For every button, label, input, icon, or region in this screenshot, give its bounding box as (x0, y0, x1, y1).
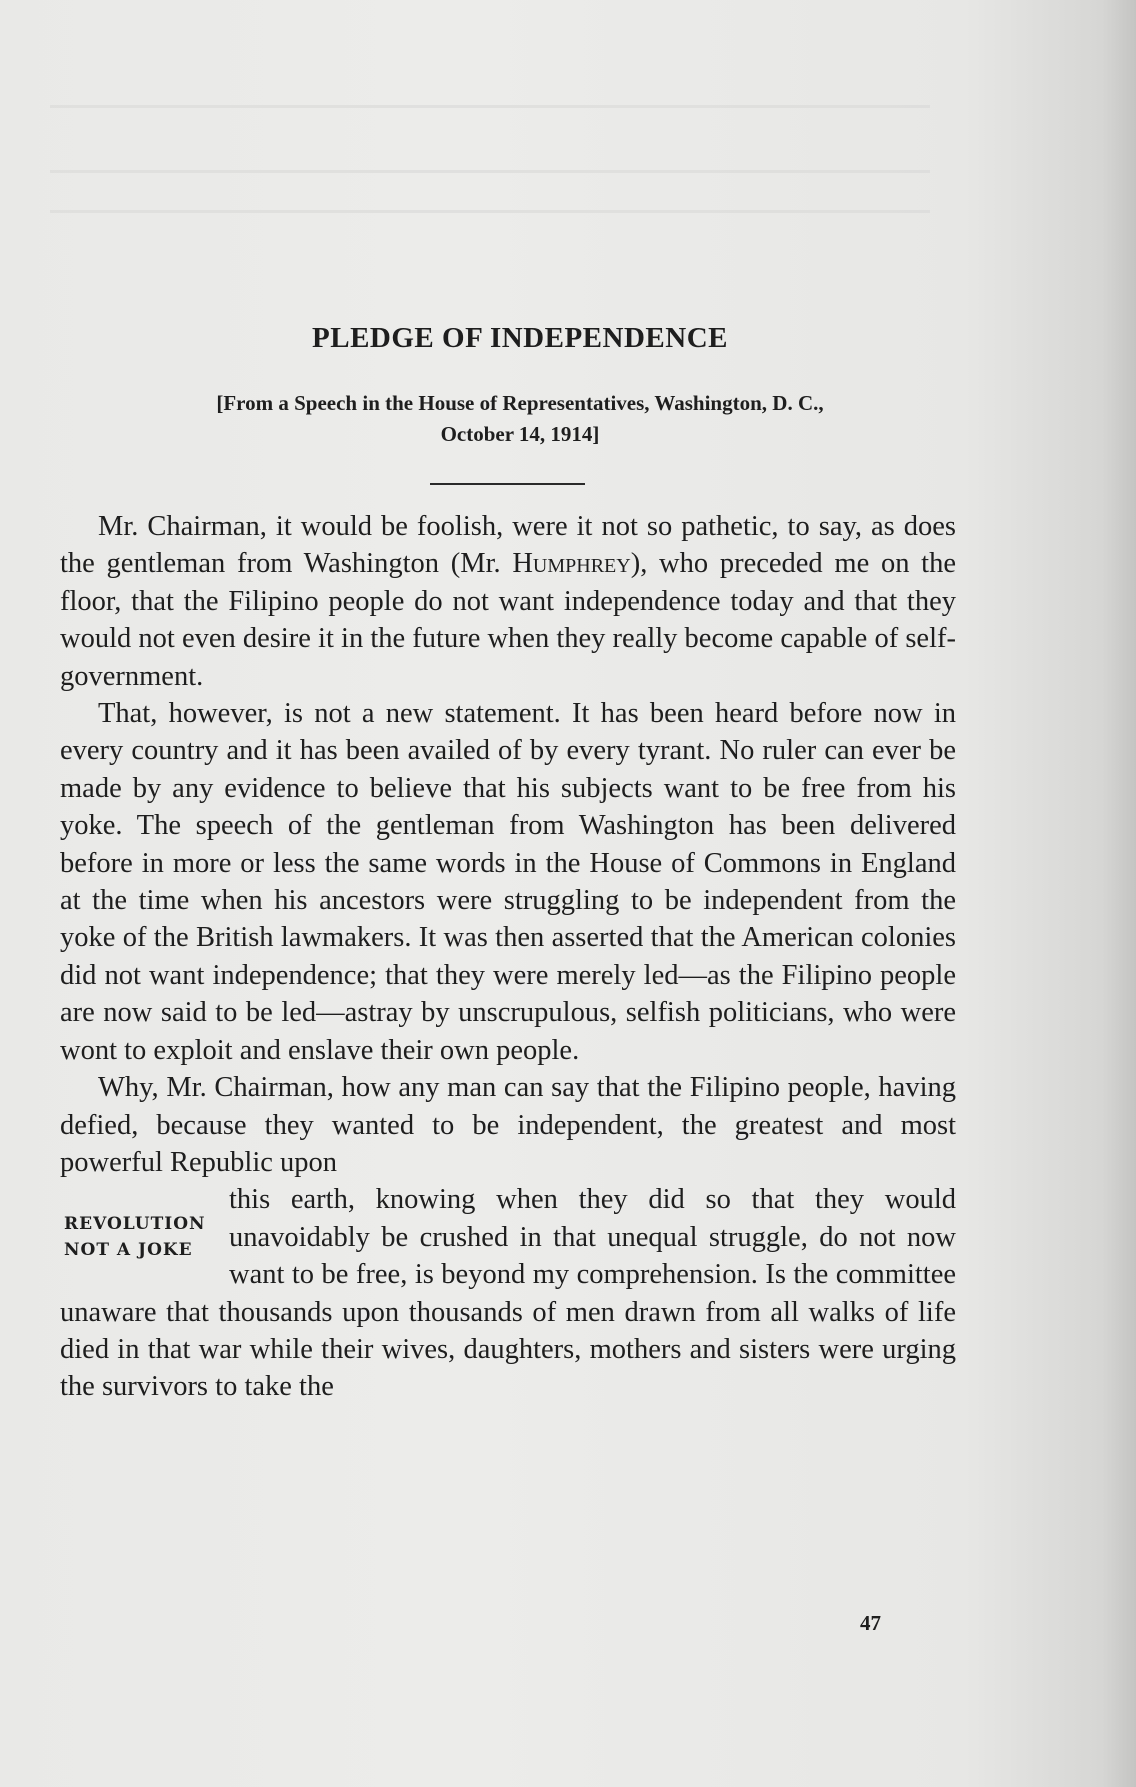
source-note-date: October 14, 1914] (440, 422, 600, 446)
paragraph: Mr. Chairman, it would be foolish, were it not so pathetic, to say, as does the gentleman from Washington (Mr. Humphrey), who preceded me on the floor, that the Filipino people do not want independence today and that they would not even desire it in the future when they really become capable of self-government. (60, 511, 956, 692)
representative-name: Humphrey (512, 548, 631, 580)
source-note-line: [From a Speech in the House of Representatives, Washington, D. C., (216, 391, 824, 415)
body-text (60, 508, 956, 1406)
bleed-through-line (50, 210, 930, 213)
margin-note (22, 1181, 227, 1293)
page-title: PLEDGE OF INDEPENDENCE (312, 322, 728, 354)
paragraph: That, however, is not a new statement. It has been heard before now in every country and it has been availed of by every tyrant. No ruler can ever be made by any evidence to believe that his subjects want to be free from his yoke. The speech of the gentleman from Washington has been delivered before in more or less the same words in the House of Commons in England at the time when his ancestors were struggling to be independent from the yoke of the British lawmakers. It was then asserted that the American colonies did not want independence; that they were merely led—as the Filipino people are now said to be led—astray by unscrupulous, selfish politicians, who were wont to exploit and enslave their own people. (60, 698, 956, 1066)
page-number: 47 (860, 1611, 881, 1635)
margin-note-line: REVOLUTION (64, 1214, 206, 1235)
margin-note-line: NOT A JOKE (64, 1240, 193, 1261)
bleed-through-line (50, 105, 930, 108)
bleed-through-line (50, 170, 930, 173)
paragraph: Why, Mr. Chairman, how any man can say that the Filipino people, having defied, because they wanted to be independent, the greatest and most powerful Republic upon REVOLUTION NOT A JOKE this earth, knowing when they did so that they would unavoidably be crushed in that unequal struggle, do not now want to be free, is beyond my comprehension. Is the committee unaware that thousands upon thousands of men drawn from all walks of life died in that war while their wives, daughters, mothers and sisters were urging the survivors to take the (60, 1069, 956, 1406)
title-divider (430, 483, 585, 485)
source-note (60, 388, 980, 450)
